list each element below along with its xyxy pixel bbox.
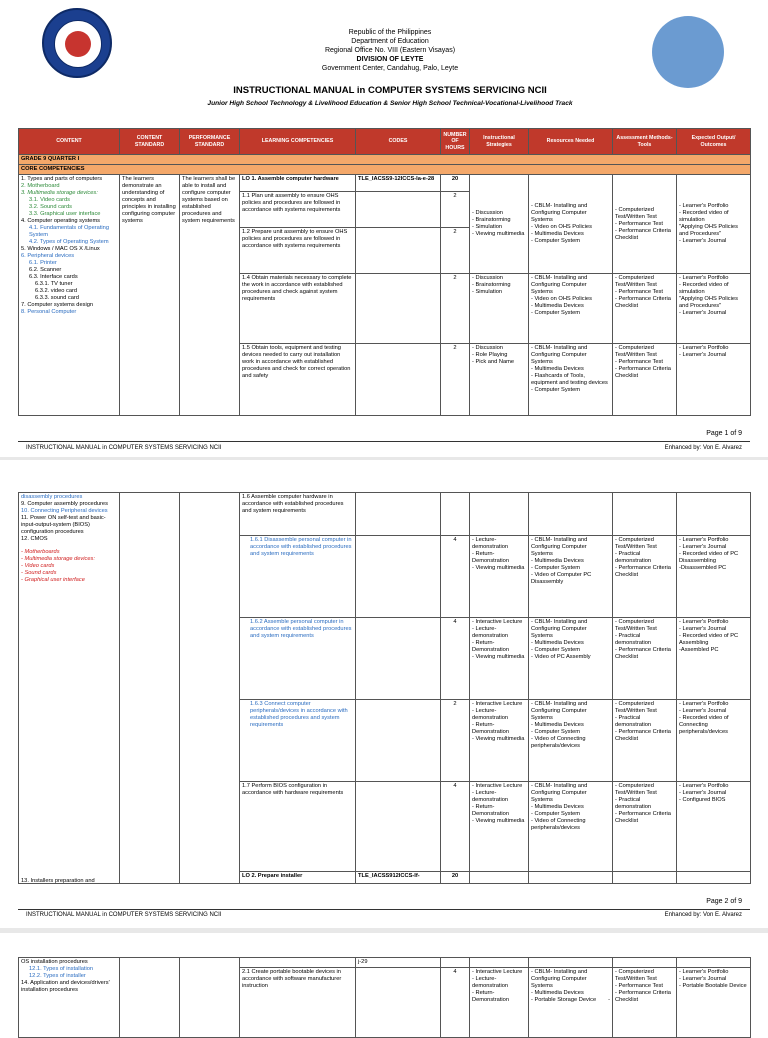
col-resources: Resources Needed xyxy=(529,129,613,155)
assessment-162: - Computerized Test/Written Test - Practical demonstration - Performance Criteria Checklist xyxy=(613,618,677,700)
outputs-163: - Learner's Portfolio - Learner's Journal - Recorded video of Connecting peripherals/devices xyxy=(677,700,751,782)
strategies-c: - Discussion - Role Playing - Pick and Name xyxy=(470,344,529,416)
strategies-163: - Interactive Lecture - Lecture-demonstration - Return-Demonstration - Viewing multimedia xyxy=(470,700,529,782)
header-line3: Regional Office No. VIII (Eastern Visayas) xyxy=(324,47,456,54)
c161-hours: 4 xyxy=(441,536,470,618)
competency-1-6-2: 1.6.2 Assemble personal computer in accordance with established procedures and system requirements xyxy=(240,618,356,700)
col-performance-standard: PERFORMANCE STANDARD xyxy=(180,129,240,155)
assessment-b: - Computerized Test/Written Test - Performance Test - Performance Criteria Checklist xyxy=(613,274,677,344)
competency-1-7: 1.7 Perform BIOS configuration in accordance with hardware requirements xyxy=(240,782,356,872)
competency-2-1: 2.1 Create portable bootable devices in accordance with software manufacturer instruction xyxy=(240,968,356,1038)
outputs-21: - Learner's Portfolio - Learner's Journal - Portable Bootable Device xyxy=(677,968,751,1038)
curriculum-table-page3 xyxy=(18,957,751,1038)
content-cell-2: disassembly procedures 9. Computer assembly procedures 10. Connecting Peripheral devices 11. Power ON self-test and basic-input-output-system (BIOS) configuration procedures 12. CMOS - Motherboards - Multimedia storage devices: - Video cards - Sound cards - Graphical user interface xyxy=(19,493,120,884)
resources-162: - CBLM- Installing and Configuring Computer Systems - Multimedia Devices - Computer System - Video of PC Assembly xyxy=(529,618,613,700)
lo1-code: TLE_IACSS9-12ICCS-Ia-e-28 xyxy=(356,175,441,192)
outputs-b: - Learner's Portfolio - Recorded video of simulation "Applying OHS Policies and Procedures" - Learner's Journal xyxy=(677,274,751,344)
footer-rule-2 xyxy=(18,909,750,910)
col-assessment: Assessment Methods-Tools xyxy=(613,129,677,155)
content-cell: 1. Types and parts of computers 2. Motherboard 3. Multimedia storage devices: 3.1. Video cards 3.2. Sound cards 3.3. Graphical user interface 4. Computer operating systems 4.1. Fundamentals of Operating System 4.2. Types of Operating System 5. Windows / MAC OS X /Linux 6. Peripheral devices 6.1. Printer 6.2. Scanner 6.3. Interface cards 6.3.1. TV tuner 6.3.2. video card 6.3.3. sound card 7. Computer systems design 8. Personal Computer xyxy=(19,175,120,416)
c17-hours: 4 xyxy=(441,782,470,872)
blue-circle-logo-icon xyxy=(652,16,724,88)
c11-hours: 2 xyxy=(441,192,470,228)
curriculum-table-page1 xyxy=(18,128,751,416)
assessment-21: - Computerized Test/Written Test - Performance Test - Performance Criteria Checklist xyxy=(613,968,677,1038)
content-standard-cell: The learners demonstrate an understanding of concepts and principles in installing configuring computer systems xyxy=(120,175,180,416)
performance-standard-cell: The learners shall be able to install and configure computer systems based on established procedures and system requirements xyxy=(180,175,240,416)
footer-left: INSTRUCTIONAL MANUAL in COMPUTER SYSTEMS SERVICING NCII xyxy=(26,445,222,451)
competency-1-2: 1.2 Prepare unit assembly to ensure OHS policies and procedures are followed in accordance with systems requirements xyxy=(240,228,356,274)
c12-hours: 2 xyxy=(441,228,470,274)
header-address: Government Center, Candahug, Palo, Leyte xyxy=(321,65,459,72)
assessment-163: - Computerized Test/Written Test - Practical demonstration - Performance Criteria Checklist xyxy=(613,700,677,782)
document-title: INSTRUCTIONAL MANUAL in COMPUTER SYSTEMS SERVICING NCII xyxy=(233,85,547,96)
footer-right-2: Enhanced by: Von E. Alvarez xyxy=(664,912,742,918)
strategies-21: - Interactive Lecture - Lecture-demonstration - Return-Demonstration xyxy=(470,968,529,1038)
col-strategies: Instructional Strategies xyxy=(470,129,529,155)
code-continued: j-29 xyxy=(356,958,441,968)
col-learning-competencies: LEARNING COMPETENCIES xyxy=(240,129,356,155)
outputs-161: - Learner's Portfolio - Learner's Journal - Recorded video of PC Disassembling -Disassembled PC xyxy=(677,536,751,618)
assessment-161: - Computerized Test/Written Test - Practical demonstration - Performance Criteria Checklist xyxy=(613,536,677,618)
lo2-code: TLE_IACSS912ICCS-If- xyxy=(356,872,441,884)
grade-band: GRADE 9 QUARTER I xyxy=(19,155,751,165)
assessment-17: - Computerized Test/Written Test - Practical demonstration - Performance Criteria Checklist xyxy=(613,782,677,872)
col-content-standard: CONTENT STANDARD xyxy=(120,129,180,155)
col-content: CONTENT xyxy=(19,129,120,155)
col-hours: NUMBER OF HOURS xyxy=(441,129,470,155)
resources-21: - CBLM- Installing and Configuring Computer Systems - Multimedia Devices - Portable Storage Device - xyxy=(529,968,613,1038)
lo2-hours: 20 xyxy=(441,872,470,884)
resources-17: - CBLM- Installing and Configuring Computer Systems - Multimedia Devices - Computer System - Video of Connecting peripherals/devices xyxy=(529,782,613,872)
header-line2: Department of Education xyxy=(351,38,429,45)
footer-left-2: INSTRUCTIONAL MANUAL in COMPUTER SYSTEMS SERVICING NCII xyxy=(26,912,222,918)
assessment-a: - Computerized Test/Written Test - Performance Test - Performance Criteria Checklist xyxy=(613,175,677,274)
page-number-2: Page 2 of 9 xyxy=(706,898,742,905)
col-outputs: Expected Output/ Outcomes xyxy=(677,129,751,155)
resources-161: - CBLM- Installing and Configuring Computer Systems - Multimedia Devices - Computer System - Video of Computer PC Disassembly xyxy=(529,536,613,618)
header-division: DIVISION OF LEYTE xyxy=(356,56,424,63)
strategies-a: - Discussion - Brainstorming - Simulation - Viewing multimedia xyxy=(470,175,529,274)
resources-a: - CBLM- Installing and Configuring Computer Systems - Video on OHS Policies - Multimedia Devices - Computer System xyxy=(529,175,613,274)
last-content-item: 13. Installers preparation and xyxy=(21,878,95,884)
footer-rule xyxy=(18,441,750,442)
competency-1-1: 1.1 Plan unit assembly to ensure OHS policies and procedures are followed in accordance with systems requirements xyxy=(240,192,356,228)
page-number-1: Page 1 of 9 xyxy=(706,430,742,437)
competency-1-6-1: 1.6.1 Disassemble personal computer in accordance with established procedures and system requirements xyxy=(240,536,356,618)
resources-b: - CBLM- Installing and Configuring Computer Systems - Video on OHS Policies - Multimedia Devices - Computer System xyxy=(529,274,613,344)
resources-163: - CBLM- Installing and Configuring Computer Systems - Multimedia Devices - Computer System - Video of Connecting peripherals/devices xyxy=(529,700,613,782)
outputs-a: - Learner's Portfolio - Recorded video of simulation "Applying OHS Policies and Procedures" - Learner's Journal xyxy=(677,175,751,274)
core-band: CORE COMPETENCIES xyxy=(19,165,751,175)
competency-1-4: 1.4 Obtain materials necessary to complete the work in accordance with established procedures and check against system requirements xyxy=(240,274,356,344)
competency-1-6: 1.6 Assemble computer hardware in accordance with established procedures and system requirements xyxy=(240,493,356,536)
c15-hours: 2 xyxy=(441,344,470,416)
strategies-b: - Discussion - Brainstorming - Simulation xyxy=(470,274,529,344)
outputs-17: - Learner's Portfolio - Learner's Journal - Configured BIOS xyxy=(677,782,751,872)
page-3 xyxy=(0,935,768,1024)
c163-hours: 2 xyxy=(441,700,470,782)
strategies-162: - Interactive Lecture - Lecture-demonstration - Return-Demonstration - Viewing multimedia xyxy=(470,618,529,700)
footer-right: Enhanced by: Von E. Alvarez xyxy=(664,445,742,451)
col-codes: CODES xyxy=(356,129,441,155)
content-cell-3: OS installation procedures 12.1. Types of installation 12.2. Types of installer 14. Application and devices/drivers' installation procedures xyxy=(19,958,120,1038)
competency-1-5: 1.5 Obtain tools, equipment and testing devices needed to carry out installation work in accordance with established procedures and check for correct operation and safety xyxy=(240,344,356,416)
strategies-17: - Interactive Lecture - Lecture-demonstration - Return-Demonstration - Viewing multimedia xyxy=(470,782,529,872)
strategies-161: - Lecture-demonstration - Return-Demonstration - Viewing multimedia xyxy=(470,536,529,618)
page-2 xyxy=(0,460,768,930)
c14-hours: 2 xyxy=(441,274,470,344)
outputs-c: - Learner's Portfolio - Learner's Journal xyxy=(677,344,751,416)
c21-hours: 4 xyxy=(441,968,470,1038)
deped-seal-icon xyxy=(42,8,112,78)
outputs-162: - Learner's Portfolio - Learner's Journal - Recorded video of PC Assembling -Assembled PC xyxy=(677,618,751,700)
c162-hours: 4 xyxy=(441,618,470,700)
page-separator-2 xyxy=(0,928,768,933)
lo1-hours: 20 xyxy=(441,175,470,192)
competency-1-6-3: 1.6.3 Connect computer peripherals/devices in accordance with established procedures and system requirements xyxy=(240,700,356,782)
lo2-cell: LO 2. Prepare installer xyxy=(240,872,356,884)
page-1 xyxy=(0,0,768,460)
document-subtitle: Junior High School Technology & Livelihood Education & Senior High School Technical-Vocational-Livelihood Track xyxy=(207,100,573,107)
assessment-c: - Computerized Test/Written Test - Performance Test - Performance Criteria Checklist xyxy=(613,344,677,416)
resources-c: - CBLM- Installing and Configuring Computer Systems - Multimedia Devices - Flashcards of Tools, equipment and testing devices - Computer System xyxy=(529,344,613,416)
curriculum-table-page2 xyxy=(18,492,751,884)
header-line1: Republic of the Philippines xyxy=(348,29,432,36)
lo1-cell: LO 1. Assemble computer hardware xyxy=(240,175,356,192)
